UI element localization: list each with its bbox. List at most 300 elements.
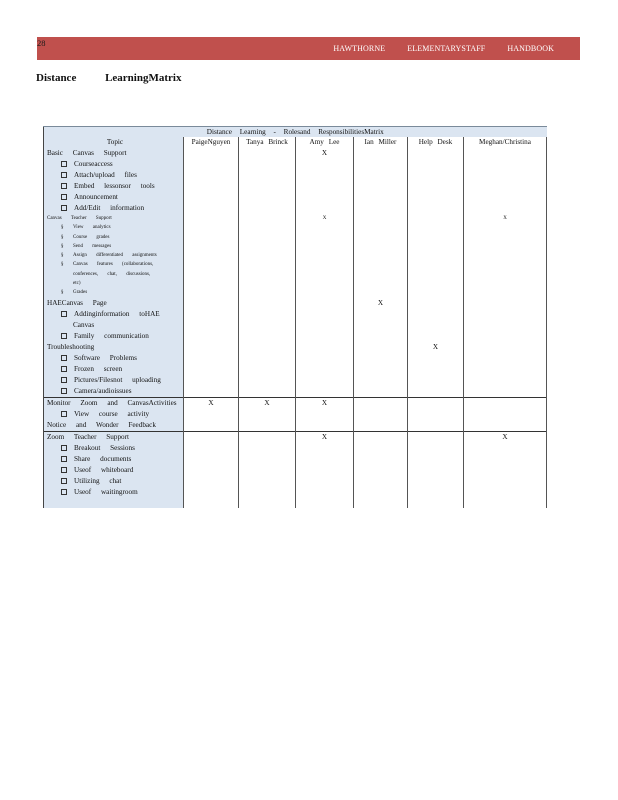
topic-text: Attach/upload files	[74, 171, 137, 179]
responsibility-mark	[464, 409, 546, 420]
responsibility-mark	[464, 398, 546, 409]
role-cell	[296, 397, 354, 431]
checkbox-bullet-icon	[61, 489, 67, 495]
responsibility-mark	[408, 192, 463, 203]
responsibility-mark	[464, 233, 546, 242]
header-staff: ELEMENTARYSTAFF	[407, 44, 486, 53]
page-header-bar	[37, 37, 580, 60]
responsibility-mark	[354, 181, 407, 192]
topic-text: Camera/audioissues	[74, 386, 132, 395]
responsibility-mark	[184, 375, 238, 386]
responsibility-mark	[464, 487, 546, 498]
responsibility-mark	[464, 454, 546, 465]
responsibility-mark	[464, 203, 546, 214]
topic-text: conferences, chat, discussions,	[73, 271, 151, 277]
responsibility-mark	[408, 279, 463, 288]
column-header: Meghan/Christina	[464, 137, 547, 148]
responsibility-mark	[184, 420, 238, 431]
responsibility-mark	[239, 443, 295, 454]
topic-line	[47, 170, 183, 181]
bullet-icon: §	[61, 290, 64, 296]
topic-line	[47, 398, 183, 409]
topic-text: Basic Canvas Support	[47, 149, 127, 157]
responsibility-mark	[184, 260, 238, 269]
responsibility-mark	[184, 353, 238, 364]
topic-text: HAECanvas Page	[47, 298, 107, 307]
responsibility-mark	[239, 214, 295, 223]
checkbox-bullet-icon	[61, 388, 67, 394]
responsibility-mark	[239, 251, 295, 260]
responsibility-mark	[296, 203, 353, 214]
responsibility-mark	[239, 454, 295, 465]
responsibility-mark	[354, 260, 407, 269]
responsibility-mark	[408, 159, 463, 170]
responsibility-mark	[408, 148, 463, 159]
responsibility-mark	[184, 331, 238, 342]
responsibility-mark	[354, 465, 407, 476]
responsibility-mark	[239, 364, 295, 375]
responsibility-mark	[239, 270, 295, 279]
topic-cell	[44, 397, 184, 431]
topic-line	[47, 454, 183, 465]
topic-line	[47, 214, 183, 223]
responsibility-mark	[184, 203, 238, 214]
topic-text: Add/Edit information	[74, 204, 145, 212]
responsibility-mark	[184, 342, 238, 353]
responsibility-mark	[296, 420, 353, 431]
responsibility-mark	[239, 386, 295, 397]
responsibility-mark	[184, 487, 238, 498]
topic-line	[47, 375, 183, 386]
responsibility-mark	[464, 309, 546, 320]
topic-text: Send messages	[73, 243, 112, 249]
responsibility-mark	[464, 159, 546, 170]
role-cell	[184, 431, 239, 498]
responsibility-mark: X	[377, 298, 384, 307]
responsibility-mark	[408, 331, 463, 342]
responsibility-mark	[464, 364, 546, 375]
topic-line	[47, 203, 183, 214]
spacer-cell	[296, 498, 354, 508]
checkbox-bullet-icon	[61, 478, 67, 484]
topic-text: Utilizing chat	[74, 476, 122, 485]
responsibility-mark	[354, 454, 407, 465]
responsibility-mark	[464, 353, 546, 364]
role-cell	[354, 397, 408, 431]
topic-text: Canvas	[73, 320, 95, 329]
responsibility-mark	[239, 279, 295, 288]
responsibility-mark	[296, 443, 353, 454]
responsibility-mark	[296, 298, 353, 309]
header-title	[313, 44, 554, 53]
bullet-icon: §	[61, 262, 64, 268]
responsibility-mark: X	[208, 398, 214, 407]
responsibility-mark	[354, 203, 407, 214]
bullet-icon: §	[61, 234, 64, 240]
responsibility-mark	[464, 420, 546, 431]
responsibility-mark	[354, 443, 407, 454]
responsibility-mark	[354, 159, 407, 170]
topic-text: Share documents	[74, 454, 132, 463]
responsibility-mark	[464, 242, 546, 251]
responsibility-mark	[184, 364, 238, 375]
topic-text: Canvas features (collaborations,	[73, 262, 154, 268]
responsibility-mark	[408, 476, 463, 487]
checkbox-bullet-icon	[61, 161, 67, 167]
topic-line	[47, 353, 183, 364]
responsibility-mark	[239, 242, 295, 251]
responsibility-mark	[354, 288, 407, 297]
responsibility-mark	[408, 420, 463, 431]
responsibility-mark	[296, 465, 353, 476]
checkbox-bullet-icon	[61, 333, 67, 339]
spacer-cell	[184, 498, 239, 508]
spacer-cell	[44, 498, 184, 508]
responsibility-mark	[239, 223, 295, 232]
responsibility-mark	[464, 465, 546, 476]
responsibility-mark	[296, 260, 353, 269]
responsibility-mark	[408, 298, 463, 309]
responsibility-mark	[239, 181, 295, 192]
responsibility-mark	[296, 331, 353, 342]
responsibility-mark	[296, 223, 353, 232]
responsibility-mark	[464, 320, 546, 331]
topic-line	[47, 331, 183, 342]
checkbox-bullet-icon	[61, 366, 67, 372]
responsibility-mark	[354, 476, 407, 487]
topic-text: Monitor Zoom and CanvasActivities	[47, 398, 177, 407]
responsibility-mark	[296, 159, 353, 170]
spacer-cell	[354, 498, 408, 508]
topic-cell	[44, 431, 184, 498]
responsibility-mark	[408, 487, 463, 498]
matrix-body	[44, 148, 547, 508]
responsibility-mark	[354, 375, 407, 386]
matrix-caption: Distance Learning - Rolesand ResponsibilitiesMatrix	[44, 127, 547, 138]
topic-line	[47, 342, 183, 353]
topic-text: Family communication	[74, 331, 149, 340]
topic-text: View analytics	[73, 225, 111, 231]
responsibility-mark	[296, 342, 353, 353]
column-header: Amy Lee	[296, 137, 354, 148]
responsibility-mark	[464, 270, 546, 279]
responsibility-mark	[354, 353, 407, 364]
responsibility-mark: X	[321, 149, 328, 157]
checkbox-bullet-icon	[61, 205, 67, 211]
responsibility-mark	[239, 476, 295, 487]
responsibility-mark	[296, 288, 353, 297]
responsibility-mark	[408, 454, 463, 465]
responsibility-mark	[408, 203, 463, 214]
responsibility-mark	[464, 443, 546, 454]
checkbox-bullet-icon	[61, 456, 67, 462]
responsibility-mark	[184, 409, 238, 420]
responsibility-mark	[354, 192, 407, 203]
responsibility-mark	[296, 409, 353, 420]
responsibility-mark	[354, 432, 407, 443]
topic-text: Announcement	[74, 193, 118, 201]
responsibility-mark	[464, 181, 546, 192]
responsibility-mark	[296, 181, 353, 192]
checkbox-bullet-icon	[61, 194, 67, 200]
responsibility-mark	[354, 233, 407, 242]
responsibility-mark	[408, 320, 463, 331]
role-cell	[239, 431, 296, 498]
responsibility-mark	[184, 454, 238, 465]
role-cell	[296, 148, 354, 397]
responsibility-mark	[239, 170, 295, 181]
checkbox-bullet-icon	[61, 172, 67, 178]
topic-line	[47, 476, 183, 487]
topic-text: Assign differentiated assignments	[73, 253, 157, 259]
responsibility-mark	[408, 353, 463, 364]
responsibility-mark	[464, 170, 546, 181]
responsibility-mark	[354, 251, 407, 260]
responsibility-mark	[239, 320, 295, 331]
topic-text: Troubleshooting	[47, 342, 95, 351]
responsibility-mark	[408, 181, 463, 192]
topic-text: Addinginformation toHAE	[74, 309, 160, 318]
role-cell	[354, 431, 408, 498]
responsibility-mark	[184, 288, 238, 297]
topic-line	[47, 233, 183, 242]
role-cell	[239, 397, 296, 431]
responsibility-mark	[296, 270, 353, 279]
checkbox-bullet-icon	[61, 411, 67, 417]
role-cell	[184, 148, 239, 397]
responsibility-mark	[184, 465, 238, 476]
header-handbook: HANDBOOK	[507, 44, 554, 53]
topic-text: Course grades	[73, 234, 110, 240]
responsibility-mark	[296, 364, 353, 375]
responsibility-mark	[296, 242, 353, 251]
responsibility-mark	[296, 320, 353, 331]
responsibility-mark	[239, 409, 295, 420]
checkbox-bullet-icon	[61, 467, 67, 473]
responsibility-mark	[296, 170, 353, 181]
bullet-icon: §	[61, 243, 64, 249]
responsibility-mark	[184, 159, 238, 170]
topic-line	[47, 279, 183, 288]
responsibility-mark	[239, 342, 295, 353]
responsibility-mark	[408, 242, 463, 251]
matrix-section-row	[44, 148, 547, 397]
responsibility-mark	[184, 181, 238, 192]
responsibility-mark: X	[432, 342, 439, 351]
matrix-section-row	[44, 397, 547, 431]
responsibility-mark	[296, 233, 353, 242]
topic-text: etc)	[73, 281, 81, 287]
responsibility-mark	[464, 342, 546, 353]
column-header: Ian Miller	[354, 137, 408, 148]
role-cell	[184, 397, 239, 431]
responsibility-mark	[408, 251, 463, 260]
responsibility-mark	[239, 148, 295, 159]
responsibility-mark	[239, 159, 295, 170]
responsibility-mark	[296, 353, 353, 364]
column-header: Help Desk	[408, 137, 464, 148]
responsibility-mark	[239, 375, 295, 386]
responsibility-mark	[408, 465, 463, 476]
topic-text: Notice and Wonder Feedback	[47, 420, 156, 429]
document-title: Distance LearningMatrix	[36, 72, 182, 84]
responsibility-mark	[408, 409, 463, 420]
responsibility-mark	[408, 270, 463, 279]
topic-text: View course activity	[74, 409, 150, 418]
responsibility-mark	[184, 386, 238, 397]
responsibility-mark	[184, 309, 238, 320]
responsibility-mark	[184, 270, 238, 279]
responsibility-mark	[239, 465, 295, 476]
topic-text: Software Problems	[74, 353, 137, 362]
responsibility-mark	[354, 279, 407, 288]
responsibility-mark	[239, 420, 295, 431]
topic-text: Grades	[73, 290, 88, 296]
responsibility-mark	[464, 476, 546, 487]
checkbox-bullet-icon	[61, 183, 67, 189]
responsibility-mark	[184, 148, 238, 159]
responsibility-mark	[464, 279, 546, 288]
responsibility-mark	[408, 223, 463, 232]
responsibility-mark	[408, 386, 463, 397]
responsibility-mark	[239, 432, 295, 443]
topic-line	[47, 270, 183, 279]
topic-line	[47, 288, 183, 297]
matrix-spacer-row	[44, 498, 547, 508]
role-cell	[296, 431, 354, 498]
responsibility-mark	[464, 331, 546, 342]
responsibility-mark	[464, 223, 546, 232]
topic-line	[47, 364, 183, 375]
responsibility-mark	[354, 342, 407, 353]
responsibility-mark	[184, 443, 238, 454]
topic-text: Frozen screen	[74, 364, 123, 373]
responsibility-mark: X	[321, 432, 328, 441]
responsibility-mark	[184, 233, 238, 242]
spacer-cell	[464, 498, 547, 508]
topic-text: Pictures/Filesnot uploading	[74, 375, 161, 384]
responsibility-mark	[184, 214, 238, 223]
responsibility-mark	[239, 260, 295, 269]
responsibility-mark	[408, 432, 463, 443]
responsibility-mark	[408, 233, 463, 242]
responsibility-mark: X	[322, 216, 327, 221]
topic-line	[47, 409, 183, 420]
topic-cell	[44, 148, 184, 397]
responsibility-mark	[354, 170, 407, 181]
topic-line	[47, 148, 183, 159]
role-cell	[408, 431, 464, 498]
responsibility-mark	[239, 298, 295, 309]
topic-text: Breakout Sessions	[74, 443, 135, 452]
responsibility-mark: X	[503, 216, 507, 221]
responsibility-mark: X	[321, 398, 328, 407]
role-cell	[408, 397, 464, 431]
responsibility-mark	[296, 487, 353, 498]
responsibility-mark	[464, 148, 546, 159]
checkbox-bullet-icon	[61, 445, 67, 451]
responsibility-mark	[239, 309, 295, 320]
responsibility-mark	[354, 223, 407, 232]
topic-line	[47, 181, 183, 192]
topic-line	[47, 159, 183, 170]
responsibility-mark	[184, 476, 238, 487]
responsibility-mark	[464, 251, 546, 260]
role-cell	[408, 148, 464, 397]
responsibility-mark	[354, 242, 407, 251]
responsibility-mark	[296, 386, 353, 397]
role-cell	[464, 148, 547, 397]
topic-line	[47, 242, 183, 251]
responsibility-mark	[296, 251, 353, 260]
responsibility-mark	[239, 487, 295, 498]
responsibility-mark	[239, 353, 295, 364]
responsibility-mark	[464, 260, 546, 269]
responsibility-mark	[184, 170, 238, 181]
responsibility-mark	[464, 375, 546, 386]
role-cell	[239, 148, 296, 397]
topic-text: Useof waitingroom	[74, 487, 138, 496]
responsibility-mark	[354, 214, 407, 223]
responsibility-mark	[408, 398, 463, 409]
responsibility-mark	[408, 288, 463, 297]
responsibility-mark	[184, 298, 238, 309]
responsibilities-matrix	[43, 126, 547, 508]
responsibility-mark	[464, 298, 546, 309]
responsibility-mark	[354, 420, 407, 431]
responsibility-mark	[239, 331, 295, 342]
topic-line	[47, 223, 183, 232]
topic-line	[47, 432, 183, 443]
page-number: 28	[37, 38, 46, 48]
column-header: Topic	[44, 137, 184, 148]
responsibility-mark	[408, 309, 463, 320]
responsibility-mark	[354, 331, 407, 342]
responsibility-mark	[354, 398, 407, 409]
responsibility-mark	[184, 242, 238, 251]
bullet-icon: §	[61, 253, 64, 259]
topic-line	[47, 420, 183, 431]
responsibility-mark	[296, 375, 353, 386]
topic-text: Courseaccess	[74, 160, 113, 168]
responsibility-mark	[184, 192, 238, 203]
topic-line	[47, 309, 183, 320]
responsibility-mark	[239, 288, 295, 297]
column-header: PaigeNguyen	[184, 137, 239, 148]
responsibility-mark	[296, 192, 353, 203]
role-cell	[464, 431, 547, 498]
topic-text: Zoom Teacher Support	[47, 432, 130, 441]
responsibility-mark	[408, 375, 463, 386]
responsibility-mark	[184, 320, 238, 331]
spacer-cell	[408, 498, 464, 508]
responsibility-mark	[408, 214, 463, 223]
matrix-section-row	[44, 431, 547, 498]
responsibility-mark: X	[502, 432, 508, 441]
topic-text: Canvas Teacher Support	[47, 216, 112, 221]
checkbox-bullet-icon	[61, 311, 67, 317]
responsibility-mark	[296, 454, 353, 465]
responsibility-mark	[354, 270, 407, 279]
responsibility-mark	[296, 279, 353, 288]
topic-line	[47, 487, 183, 498]
responsibility-mark	[354, 364, 407, 375]
topic-text: Embed lessonsor tools	[74, 182, 155, 190]
topic-line	[47, 320, 183, 331]
responsibility-mark	[354, 148, 407, 159]
responsibility-mark: X	[264, 398, 270, 407]
responsibility-mark	[464, 386, 546, 397]
